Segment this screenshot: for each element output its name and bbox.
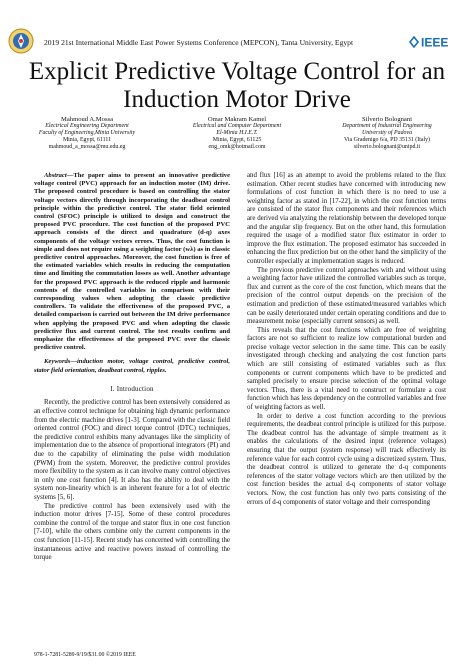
left-column [34, 172, 230, 563]
paper-title: Explicit Predictive Voltage Control for an Induction Motor Drive [28, 58, 446, 113]
section-heading: I. Introduction [110, 384, 154, 393]
author-name: Omar Makram Kamel [207, 116, 267, 123]
author-email: silverio.bolognani@unipd.it [353, 144, 421, 150]
abstract-text: —The paper aims to present an innovative predictive voltage control (PVC) approach for an induction motor (IM) drive. The proposed control procedure is based on controlling the stator voltage vectors directly through incorporating the deadbeat control principle within the predictive control. The stator field oriented control (SFOC) principle is utilized to design and construct the proposed PVC procedure. The cost function of the proposed PVC approach consists of the direct and quadrature (d-q) axes components of the voltage vectors errors. Thus, the cost function is simple and does not require using a weighting factor (wλ) as in classic predictive control approaches. Moreover, the cost function is free of the estimated variables which results in reducing the computation time and limiting the commutation losses as well. Another advantage for the proposed PVC approach is the reduced ripple and harmonic contents of the controlled variables in comparison with their corresponding values when adopting the classic predictive controllers. To validate the effectiveness of the proposed PVC, a detailed comparison is carried out between the IM drive performance when applying the proposed PVC and when adopting the classic predictive flux and current control. The test results confirm and emphasize the effectiveness of the proposed PVC over the classic predictive control. [34, 172, 230, 352]
author-email: mahmoud_a_mossa@mu.edu.eg [48, 144, 126, 150]
author-address: Minia, Egypt, 61125 [212, 137, 262, 143]
copyright-footer: 978-1-7281-5289-9/19/$31.00 ©2019 IEEE [34, 652, 136, 658]
abstract [34, 172, 230, 352]
author-address: Via Gradenigo 6/a, PD 35131 (Italy) [343, 137, 431, 143]
ieee-logo-text: IEEE [421, 35, 449, 50]
ieee-logo-icon [406, 34, 466, 50]
paragraph: and flux [16] as an attempt to avoid the problems related to the flux estimation. Other recent studies have concerned with introducing new formulations of cost function in which there is no need to use a weighting factor as stated in [17-22], in which the cost function terms are consisted of the stator flux components and their references which are derived via analyzing the relationship between the developed torque and the angular slip frequency. But on the other hand, this formulation required the usage of a modified stator flux estimator in order to improve the flux estimation. The proposed estimator has succeeded in enhancing the flux prediction but on the other hand the simplicity of the controller especially at implementation stages is reduced. [247, 172, 446, 265]
author-name: Mahmoud A.Mossa [60, 116, 114, 123]
paragraph: The predictive control has been extensively used with the induction motor drives [7-15]. Some of these control procedures combine the control of the torque and stator flux in one cost function [7-10], while the others combine only the current components in the cost function [11-15]. Recent study has concerned with controlling the instantaneous active and reactive powers instead of controlling the torque [34, 502, 230, 562]
author-3 [312, 116, 462, 151]
author-affiliation: Department of Industrial Engineering [342, 123, 432, 129]
author-affiliation: Electrical Engineering Department [45, 123, 129, 129]
keywords [34, 358, 230, 374]
paragraph: In order to derive a cost function according to the previous requirements, the deadbeat control principle is utilized for this purpose. The deadbeat control has the advantage of simple treatment as it enables the calculations of the desired input (reference voltages) ensuring that the output (system response) will track effectively its reference value for each control cycle using a discretized system. Thus, the deadbeat control is utilized to generate the d-q components references of the stator voltage vectors which are then utilized by the cost function besides the actual d-q components of stator voltage vectors. Now, the cost function has only two parts consisting of the errors of d-q components of stator voltage and their corresponding [247, 412, 446, 506]
author-affiliation: University of Padova [361, 130, 413, 136]
author-affiliation: Faculty of Engineering,Minia University [38, 130, 136, 136]
author-2 [162, 116, 312, 151]
author-block [0, 116, 474, 162]
author-address: Minia, Egypt, 61111 [62, 137, 112, 143]
author-affiliation: El-Minia H.I.E.T. [216, 130, 258, 136]
page-header [0, 0, 474, 60]
conference-line: 2019 21st International Middle East Power Systems Conference (MEPCON), Tanta University, Egypt [44, 38, 354, 47]
conference-logo-icon [8, 28, 34, 54]
right-column [247, 172, 446, 507]
keywords-text: —induction motor, voltage control, predictive control, stator field orientation, deadbeat control, ripples. [34, 358, 230, 374]
author-email: eng_omk@hotmail.com [208, 144, 266, 150]
author-affiliation: Electrical and Computer Department [192, 123, 282, 129]
keywords-label: Keywords [44, 358, 71, 366]
paragraph: Recently, the predictive control has been extensively considered as an effective control technique for obtaining high dynamic performance from the electric machine drives [1-3]. Compared with the classic field oriented control (FOC) and direct torque control (DTC) techniques, the predictive control exhibits many advantages like the simplicity of implementation due to the absence of proportional integrators (PI) and due to the capability of eliminating the pulse width modulation (PWM) from the system. Moreover, the predictive control provides more flexibility to the system as it can involve many control objectives in only one cost function [4]. It also has the ability to deal with the system non-linearity which is an inherent feature for a lot of electric systems [5, 6]. [34, 399, 230, 501]
author-1 [12, 116, 162, 151]
abstract-label: Abstract [44, 172, 67, 179]
paragraph: This reveals that the cost functions which are free of weighting factors are not so sufficient to realize low computational burden and precise voltage vector selection in the same time. This can be easily investigated through checking and analyzing the cost function parts which are still consisting of estimated variables such as flux components or current components which have to be predicted and sampled precisely to ensure precise selection of the optimal voltage vectors. Thus, there is a vital need to construct or formulate a cost function which has less dependency on the controlled variables and free of weighting factors as well. [247, 326, 446, 412]
author-name: Silverio Bolognani [361, 116, 412, 123]
paragraph: The previous predictive control approaches with and without using a weighting factor have utilized the controlled variables such as torque, flux and current as the core of the cost function, which means that the precision of the control output depends on the precision of the estimation and prediction of these estimated/measured variables which can be easily deteriorated under certain operating conditions and due to measurement noise (especially current sensors) as well. [247, 266, 446, 326]
